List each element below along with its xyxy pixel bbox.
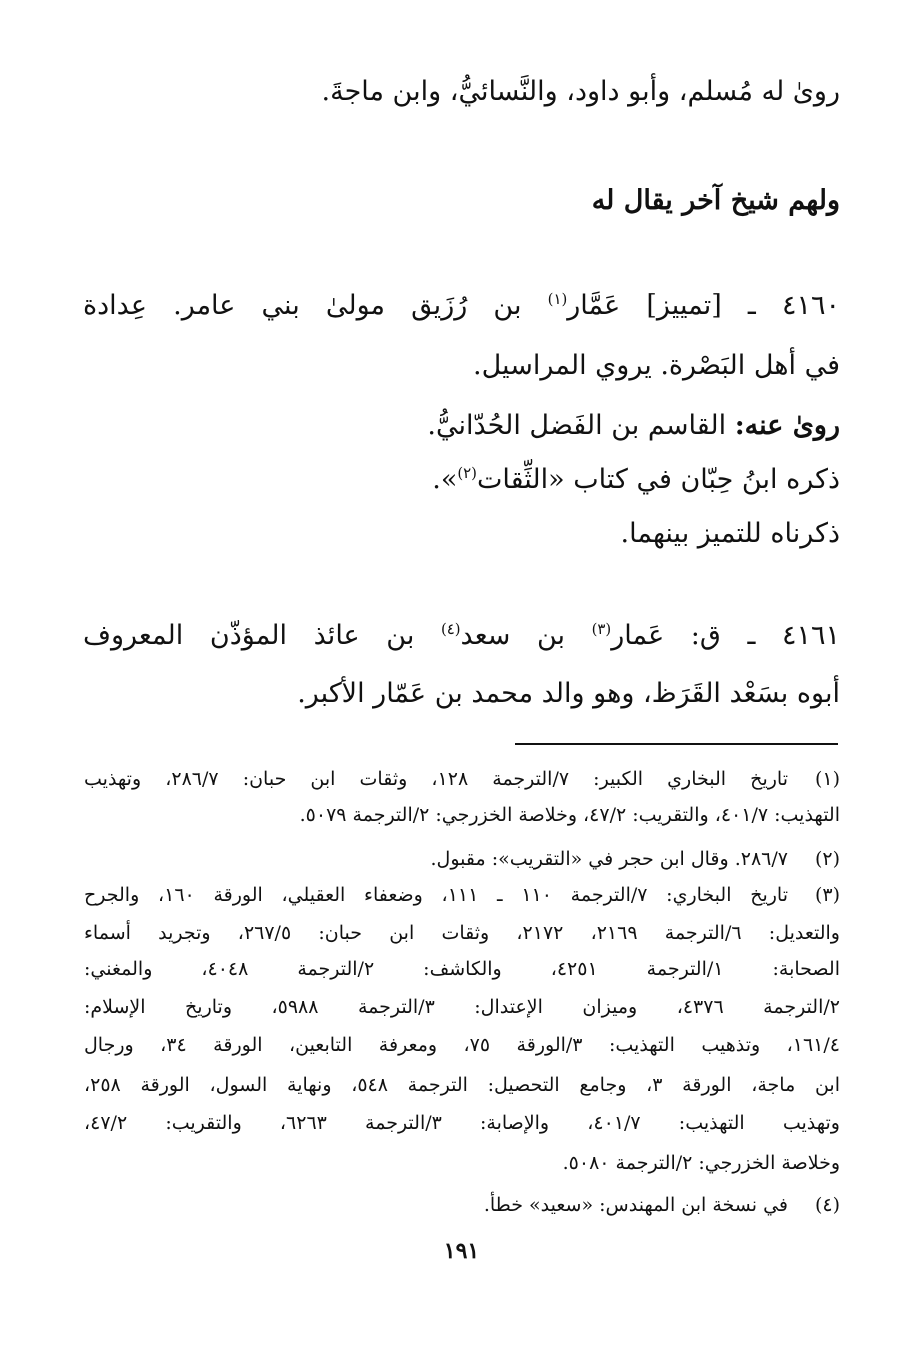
entry-4160-line-4: ذكره ابنُ حِبّان في كتاب «الثِّقات$^{(٢)}$».	[432, 464, 840, 495]
footnote-2-number: (٢)	[814, 848, 840, 870]
footnote-3-line-4: ٢/الترجمة ٤٣٧٦، وميزان الإعتدال: ٣/الترجمة ٥٩٨٨، وتاريخ الإسلام:	[84, 996, 840, 1018]
footnote-4-number: (٤)	[814, 1194, 840, 1216]
page-number: ١٩١	[443, 1238, 480, 1264]
entry-4161-line-1: ٤١٦١ ـ ق: عَمار$^{(٣)}$ بن سعد$^{(٤)}$ بن عائذ المؤذّن المعروف	[83, 620, 840, 651]
section-heading: ولهم شيخ آخر يقال له	[591, 185, 840, 216]
footnote-1	[84, 768, 840, 794]
footnote-3-line-5: ١٦١/٤، وتذهيب التهذيب: ٣/الورقة ٧٥، ومعرفة التابعين، الورقة ٣٤، ورجال	[84, 1034, 840, 1056]
footnote-3-line-7: وتهذيب التهذيب: ٤٠١/٧، والإصابة: ٣/الترجمة ٦٢٦٣، والتقريب: ٤٧/٢،	[84, 1112, 840, 1134]
footnote-4	[84, 1194, 840, 1220]
entry-4160-line-5: ذكرناه للتميز بينهما.	[620, 518, 840, 549]
footnote-3-line-2: والتعديل: ٦/الترجمة ٢١٦٩، ٢١٧٢، وثقات ابن حبان: ٢٦٧/٥، وتجريد أسماء	[84, 922, 840, 944]
footnote-3-line-6: ابن ماجة، الورقة ٣، وجامع التحصيل: الترجمة ٥٤٨، ونهاية السول، الورقة ٢٥٨،	[84, 1074, 840, 1096]
footnote-4-line-1: في نسخة ابن المهندس: «سعيد» خطأ.	[483, 1194, 788, 1216]
footnote-1-line-2: التهذيب: ٤٠١/٧، والتقريب: ٤٧/٢، وخلاصة الخزرجي: ٢/الترجمة ٥٠٧٩.	[299, 804, 840, 826]
footnote-1-line-1: تاريخ البخاري الكبير: ٧/الترجمة ١٢٨، وثقات ابن حبان: ٢٨٦/٧، وتهذيب	[84, 768, 788, 790]
footnote-2-line-1: ٢٨٦/٧. وقال ابن حجر في «التقريب»: مقبول.	[430, 848, 788, 870]
footnote-ref-1[interactable]: (١)	[547, 290, 568, 308]
footnote-ref-2[interactable]: (٢)	[457, 464, 477, 482]
footnote-1-number: (١)	[814, 768, 840, 790]
footnote-separator	[515, 743, 838, 745]
footnote-ref-4[interactable]: (٤)	[440, 620, 461, 638]
footnote-ref-3[interactable]: (٣)	[591, 620, 612, 638]
narrators-line: رویٰ له مُسلم، وأبو داود، والنَّسائيُّ، وابن ماجةَ.	[321, 76, 840, 107]
footnote-3	[84, 884, 840, 910]
footnote-3-number: (٣)	[814, 884, 840, 906]
footnote-3-line-1: تاريخ البخاري: ٧/الترجمة ١١٠ ـ ١١١، وضعفاء العقيلي، الورقة ١٦٠، والجرح	[84, 884, 788, 906]
footnote-2	[84, 848, 840, 874]
entry-4160-line-1: ٤١٦٠ ـ [تمييز] عَمَّار$^{(١)}$ بن رُزَيق مولىٰ بني عامر. عِدادة	[83, 290, 840, 321]
footnote-3-line-8: وخلاصة الخزرجي: ٢/الترجمة ٥٠٨٠.	[562, 1152, 840, 1174]
narrated-from-label: رویٰ عنه:	[734, 410, 840, 441]
entry-4160-line-2: في أهل البَصْرة. يروي المراسيل.	[473, 350, 840, 381]
entry-4161-line-2: أبوه بسَعْد القَرَظ، وهو والد محمد بن عَمّار الأكبر.	[297, 678, 840, 709]
footnote-3-line-3: الصحابة: ١/الترجمة ٤٢٥١، والكاشف: ٢/الترجمة ٤٠٤٨، والمغني:	[84, 958, 840, 980]
entry-4160-narrators: رویٰ عنه: القاسم بن الفَضل الحُدّانيُّ.	[427, 410, 840, 441]
